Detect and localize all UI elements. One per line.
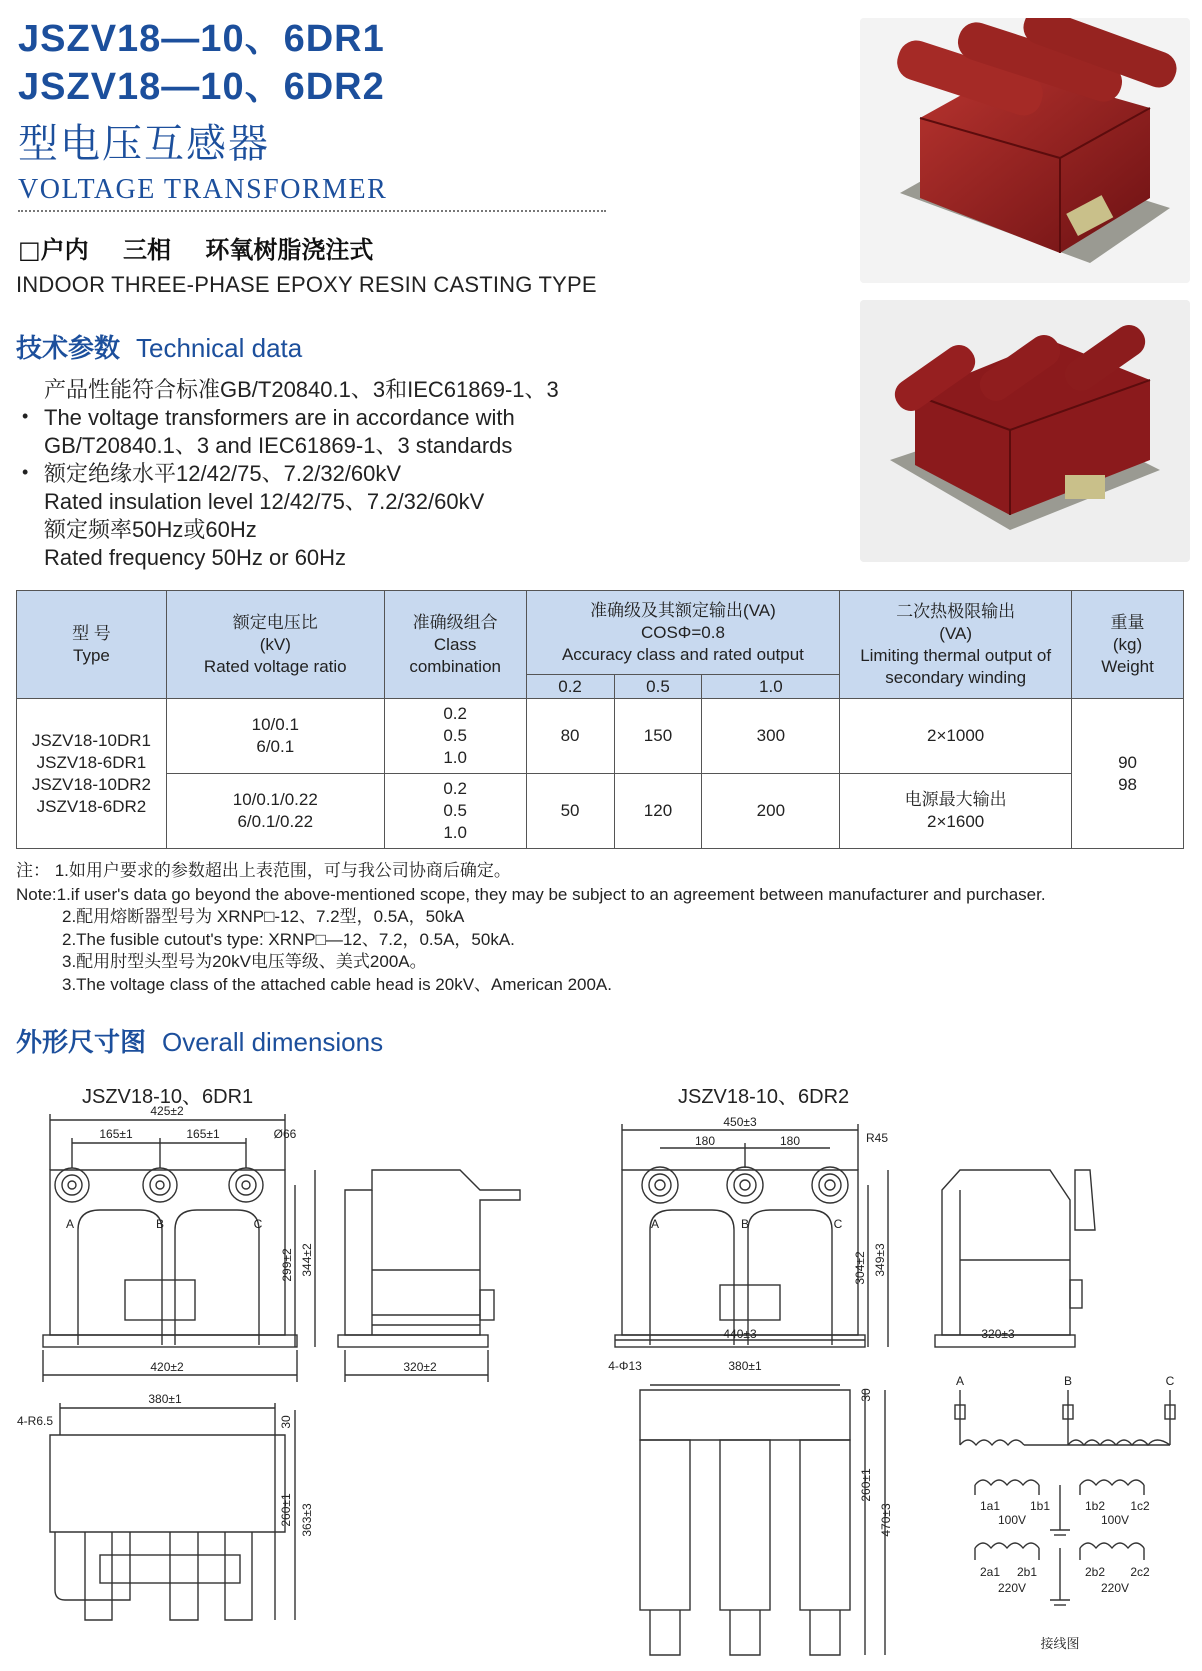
drawing-title-dr1: JSZV18-10、6DR1 xyxy=(82,1086,254,1108)
bullet-dot: • xyxy=(22,406,29,426)
note-line: 2.配用熔断器型号为 XRNP□-12、7.2型，0.5A，50kA xyxy=(62,907,465,926)
product-photo-dr2 xyxy=(860,300,1190,562)
dim-text: B xyxy=(155,1217,165,1231)
model-title-1: JSZV18—10、6DR1 xyxy=(18,18,385,60)
model-title-2: JSZV18—10、6DR2 xyxy=(18,66,385,108)
dim-text: 380±1 xyxy=(728,1359,762,1373)
note-line: Note:1.if user's data go beyond the above-mentioned scope, they may be subject to an agreement between manufacturer and purchaser. xyxy=(16,885,1046,904)
cell-class: 0.2 0.5 1.0 xyxy=(384,774,526,849)
wiring-label: 2c2 xyxy=(1130,1565,1150,1579)
wiring-label: 2a1 xyxy=(979,1565,1001,1579)
header-out-05: 0.5 xyxy=(614,675,702,699)
wiring-label: C xyxy=(1165,1374,1175,1388)
note-line: 3.配用肘型头型号为20kV电压等级、美式200A。 xyxy=(62,952,427,971)
cell-v10: 200 xyxy=(702,774,840,849)
cell-ratio: 10/0.1 6/0.1 xyxy=(166,699,384,774)
cell-v05: 150 xyxy=(614,699,702,774)
note-line: 3.The voltage class of the attached cable head is 20kV、American 200A. xyxy=(62,975,612,994)
dim-text: 165±1 xyxy=(99,1127,133,1141)
header-out-10: 1.0 xyxy=(702,675,840,699)
dim-text: Ø66 xyxy=(273,1127,297,1141)
technical-heading-cn: 技术参数 xyxy=(16,334,121,364)
cell-ratio: 10/0.1/0.22 6/0.1/0.22 xyxy=(166,774,384,849)
cell-v10: 300 xyxy=(702,699,840,774)
tech-line: 额定频率50Hz或60Hz xyxy=(44,517,257,542)
cell-thermal: 电源最大输出 2×1600 xyxy=(840,774,1072,849)
dim-text: C xyxy=(833,1217,843,1231)
dim-text: 320±3 xyxy=(981,1327,1015,1341)
technical-heading xyxy=(16,328,302,365)
dim-text: 450±3 xyxy=(723,1115,757,1129)
dim-text: 344±2 xyxy=(300,1243,314,1277)
dimensions-heading-cn: 外形尺寸图 xyxy=(16,1028,147,1058)
dim-text: 180 xyxy=(694,1134,716,1148)
divider xyxy=(18,210,606,212)
cell-v02: 50 xyxy=(526,774,614,849)
subtitle-cn: □户内 三相 环氧树脂浇注式 xyxy=(18,236,374,264)
header-ratio: 额定电压比 (kV) Rated voltage ratio xyxy=(166,591,384,699)
wiring-label: 1a1 xyxy=(979,1499,1001,1513)
dim-text: 299±2 xyxy=(280,1248,294,1282)
dim-text: 320±2 xyxy=(403,1360,437,1374)
wiring-label: 1b1 xyxy=(1029,1499,1051,1513)
dimensions-heading xyxy=(16,1022,383,1059)
spec-table xyxy=(16,590,1184,849)
dim-text: C xyxy=(253,1217,263,1231)
dim-text: 30 xyxy=(279,1415,293,1429)
tech-line: The voltage transformers are in accordance with xyxy=(44,405,515,430)
cell-types: JSZV18-10DR1 JSZV18-6DR1 JSZV18-10DR2 JSZV18-6DR2 xyxy=(17,699,167,849)
header-output: 准确级及其额定输出(VA) COSΦ=0.8 Accuracy class and rated output xyxy=(526,591,840,675)
tech-line: GB/T20840.1、3 and IEC61869-1、3 standards xyxy=(44,433,513,458)
cell-v05: 120 xyxy=(614,774,702,849)
drawing-title-dr2: JSZV18-10、6DR2 xyxy=(678,1086,850,1108)
wiring-label: 100V xyxy=(997,1513,1027,1527)
tech-line: 产品性能符合标准GB/T20840.1、3和IEC61869-1、3 xyxy=(44,377,559,402)
dimension-drawings xyxy=(0,1100,1202,1671)
dimensions-heading-en: Overall dimensions xyxy=(162,1027,384,1057)
dim-text: 425±2 xyxy=(150,1104,184,1118)
wiring-label: A xyxy=(955,1374,965,1388)
wiring-caption: 接线图 xyxy=(1040,1636,1080,1651)
wiring-label: 220V xyxy=(997,1581,1027,1595)
dim-text: 363±3 xyxy=(300,1503,314,1537)
dim-text: 30 xyxy=(859,1388,873,1402)
cell-class: 0.2 0.5 1.0 xyxy=(384,699,526,774)
note-line: 注： 1.如用户要求的参数超出上表范围，可与我公司协商后确定。 xyxy=(16,861,511,880)
technical-heading-en: Technical data xyxy=(136,333,303,363)
dim-text: 440±3 xyxy=(723,1327,757,1341)
table-row xyxy=(17,699,1184,774)
cell-thermal: 2×1000 xyxy=(840,699,1072,774)
dim-text: 260±1 xyxy=(859,1468,873,1502)
dim-text: A xyxy=(650,1217,660,1231)
wiring-label: 1c2 xyxy=(1130,1499,1150,1513)
header-thermal: 二次热极限输出 (VA) Limiting thermal output of secondary winding xyxy=(840,591,1072,699)
header-out-02: 0.2 xyxy=(526,675,614,699)
subtitle-en: INDOOR THREE-PHASE EPOXY RESIN CASTING TYPE xyxy=(16,272,597,297)
dim-text: 470±3 xyxy=(879,1503,893,1537)
table-row xyxy=(17,774,1184,849)
dim-text: 4-R6.5 xyxy=(16,1414,54,1428)
dim-text: 304±2 xyxy=(853,1251,867,1285)
dim-text: 260±1 xyxy=(279,1493,293,1527)
dim-text: 420±2 xyxy=(150,1360,184,1374)
product-title-cn: 型电压互感器 xyxy=(18,121,270,167)
tech-line: 额定绝缘水平12/42/75、7.2/32/60kV xyxy=(44,461,402,486)
note-line: 2.The fusible cutout's type: XRNP□—12、7.2，0.5A，50kA. xyxy=(62,930,515,949)
dim-text: A xyxy=(65,1217,75,1231)
bullet-dot: • xyxy=(22,462,29,482)
cell-v02: 80 xyxy=(526,699,614,774)
dim-text: 349±3 xyxy=(873,1243,887,1277)
cell-weight: 90 98 xyxy=(1072,699,1184,849)
header-type: 型 号 Type xyxy=(17,591,167,699)
dim-text: 165±1 xyxy=(186,1127,220,1141)
wiring-label: 2b1 xyxy=(1016,1565,1038,1579)
tech-line: Rated frequency 50Hz or 60Hz xyxy=(44,545,347,570)
wiring-label: B xyxy=(1063,1374,1073,1388)
wiring-label: 100V xyxy=(1100,1513,1130,1527)
tech-line: Rated insulation level 12/42/75、7.2/32/60kV xyxy=(44,489,485,514)
wiring-label: 1b2 xyxy=(1084,1499,1106,1513)
dim-text: R45 xyxy=(865,1131,889,1145)
product-photo-dr1 xyxy=(860,18,1190,283)
wiring-label: 220V xyxy=(1100,1581,1130,1595)
dim-text: 380±1 xyxy=(148,1392,182,1406)
dim-text: 180 xyxy=(779,1134,801,1148)
dim-text: 4-Φ13 xyxy=(608,1359,642,1373)
header-class: 准确级组合 Class combination xyxy=(384,591,526,699)
header-weight: 重量 (kg) Weight xyxy=(1072,591,1184,699)
wiring-label: 2b2 xyxy=(1084,1565,1106,1579)
dim-text: B xyxy=(740,1217,750,1231)
product-title-en: VOLTAGE TRANSFORMER xyxy=(18,174,388,205)
